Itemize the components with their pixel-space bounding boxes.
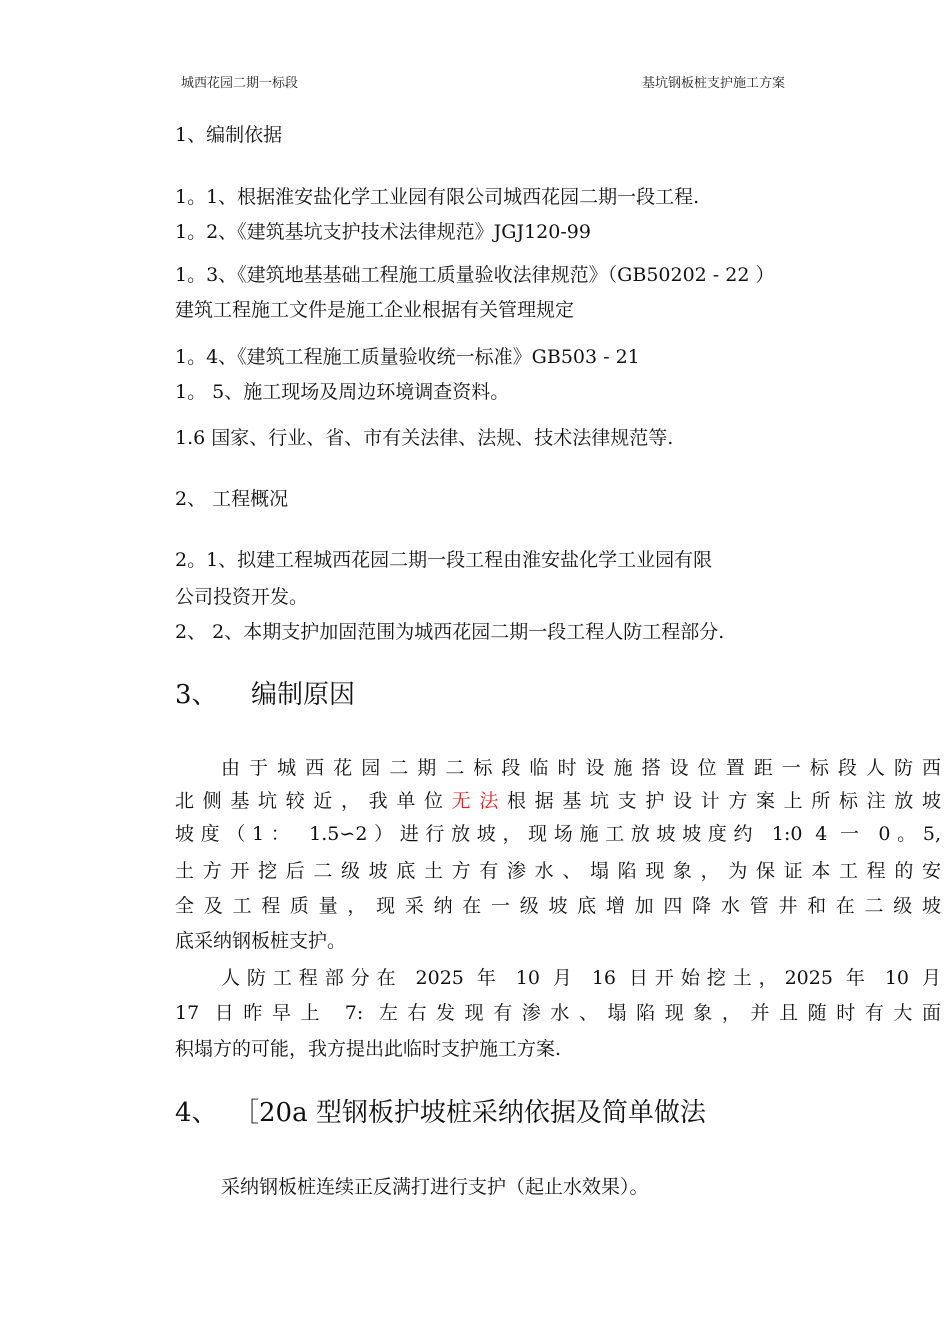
highlighted-text: 无法 (451, 790, 507, 812)
section3-para2-line: 人防工程部分在 2025 年 10 月 16 日开始挖土，2025 年 10 月 (221, 967, 941, 989)
section1-item: 1。4、《建筑工程施工质量验收统一标准》GB503 - 21 (175, 346, 640, 368)
section3-para2-line: 积塌方的可能，我方提出此临时支护施工方案. (175, 1038, 562, 1060)
section4-heading (175, 1097, 706, 1129)
section2-item: 2、 2、本期支护加固范围为城西花园二期一段工程人防工程部分. (175, 621, 725, 643)
section4-title: ［20a 型钢板护坡桩采纳依据及简单做法 (233, 1098, 706, 1128)
section3-para1-line: 底采纳钢板桩支护。 (175, 930, 347, 952)
section1-item: 1.6 国家、行业、省、市有关法律、法规、技术法律规范等. (175, 427, 674, 449)
section2-item: 公司投资开发。 (175, 586, 309, 608)
section1-heading: 1、编制依据 (175, 124, 283, 146)
section3-title: 编制原因 (251, 680, 356, 710)
section1-item: 1。2、《建筑基坑支护技术法律规范》JGJ120-99 (175, 221, 591, 243)
header-document-title: 基坑钢板桩支护施工方案 (642, 76, 786, 91)
section3-para1-line: 由于城西花园二期二标段临时设施搭设位置距一标段人防西 (221, 757, 941, 779)
section3-para2-line: 17 日昨早上 7: 左右发现有渗水、塌陷现象，并且随时有大面 (175, 1002, 941, 1024)
section3-number: 3、 (175, 680, 218, 710)
section3-para1-line: 土方开挖后二级坡底土方有渗水、塌陷现象，为保证本工程的安 (175, 860, 941, 882)
section2-heading: 2、 工程概况 (175, 488, 289, 510)
section3-heading (175, 679, 355, 711)
section4-number: 4、 (175, 1098, 218, 1128)
section3-para1-line: 坡度（1： 1.5∽2）进行放坡，现场施工放坡坡度约 1:0 4 一 0。5, (175, 823, 941, 845)
header-project-name: 城西花园二期一标段 (181, 76, 299, 91)
section1-item: 1。 5、施工现场及周边环境调查资料。 (175, 381, 510, 403)
section4-paragraph: 采纳钢板桩连续正反满打进行支护（起止水效果）。 (221, 1176, 649, 1198)
section1-item: 1。3、《建筑地基基础工程施工质量验收法律规范》（GB50202 - 22 ） (175, 264, 775, 286)
section1-item: 1。1、根据淮安盐化学工业园有限公司城西花园二期一段工程. (175, 186, 700, 208)
section1-item: 建筑工程施工文件是施工企业根据有关管理规定 (175, 299, 575, 321)
section3-para1-line: 北侧基坑较近，我单位无法根据基坑支护设计方案上所标注放坡 (175, 790, 941, 812)
section2-item: 2。1、拟建工程城西花园二期一段工程由淮安盐化学工业园有限 (175, 549, 713, 571)
section3-para1-line: 全及工程质量，现采纳在一级坡底增加四降水管井和在二级坡 (175, 895, 941, 917)
